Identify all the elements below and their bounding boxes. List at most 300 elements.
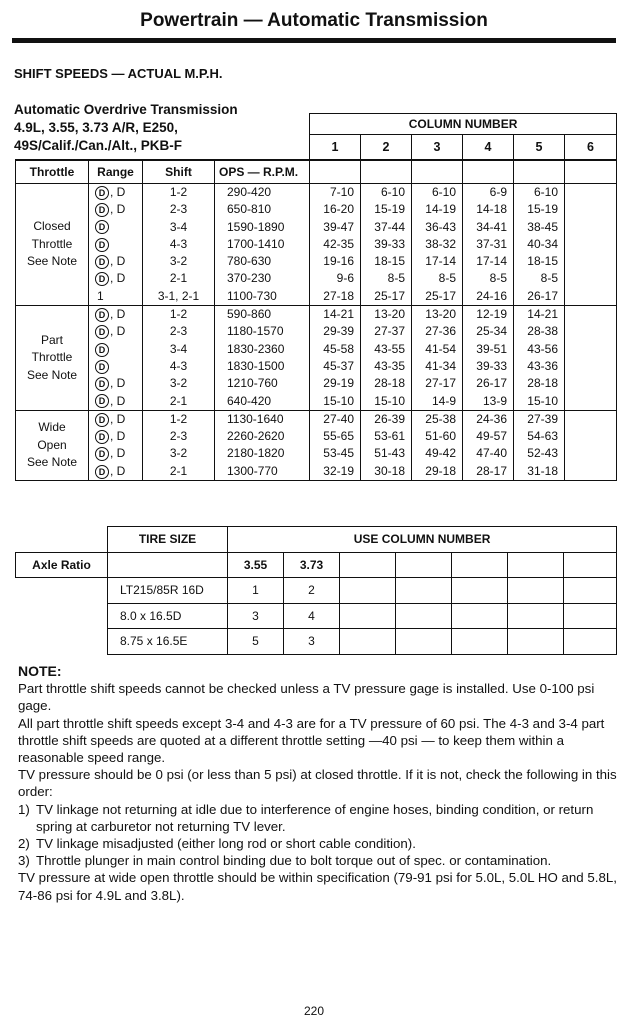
column-1-speeds — [310, 410, 361, 480]
mph-value: 14-9 — [431, 393, 456, 408]
speed-stack — [361, 184, 411, 305]
mph-value: 54-63 — [527, 429, 558, 444]
speed-stack — [514, 306, 564, 410]
speed-stack — [310, 411, 360, 480]
column-number-value: 4 — [284, 603, 340, 629]
ops-rpm-value: 780-630 — [227, 254, 272, 269]
column-number-value: 3 — [228, 603, 284, 629]
empty-cell — [564, 603, 617, 629]
empty-cell — [564, 552, 617, 578]
mph-value: 15-10 — [323, 393, 354, 408]
list-text: TV linkage not returning at idle due to interference of engine hoses, binding condition, or return spring at carburetor not returning TV lever. — [36, 801, 594, 834]
throttle-label: Open — [37, 437, 67, 452]
range-header: Range — [89, 160, 143, 184]
empty-cell — [340, 603, 396, 629]
speed-stack — [463, 306, 513, 410]
mph-value: 40-34 — [527, 236, 558, 251]
range-value — [95, 375, 142, 392]
shift-column — [143, 184, 215, 306]
range-value — [95, 445, 142, 462]
column-number-value: 1 — [228, 578, 284, 604]
mph-value: 38-32 — [425, 236, 456, 251]
mph-value — [565, 393, 610, 410]
throttle-group-row — [16, 184, 617, 306]
page-title: Powertrain — Automatic Transmission — [140, 10, 488, 31]
mph-value: 6-9 — [489, 185, 507, 199]
ops-column — [215, 306, 310, 411]
speed-stack — [463, 184, 513, 305]
speed-stack — [310, 306, 360, 410]
mph-value: 51-60 — [425, 429, 456, 444]
note-list-item — [18, 835, 618, 852]
range-text: , D — [110, 324, 126, 339]
range-value — [95, 393, 142, 410]
mph-value: 8-5 — [540, 271, 558, 286]
range-value — [95, 219, 142, 236]
shift-value: 2-1 — [169, 393, 188, 408]
mph-value: 6-10 — [431, 185, 456, 199]
ops-stack — [215, 411, 309, 480]
column-5-speeds — [514, 306, 565, 411]
blank-cell — [16, 603, 108, 629]
use-column-heading: USE COLUMN NUMBER — [228, 527, 617, 553]
shift-value: 1-2 — [169, 185, 188, 199]
throttle-header: Throttle — [16, 160, 89, 184]
column-3-speeds — [412, 184, 463, 306]
range-value — [95, 323, 142, 340]
mph-value: 38-45 — [527, 219, 558, 234]
mph-value: 43-35 — [374, 358, 405, 373]
column-number: 4 — [463, 135, 514, 161]
mph-value: 39-33 — [374, 236, 405, 251]
note-closing: TV pressure at wide open throttle should be within specification (79-91 psi for 5.0L, 5.0L HO and 5.8L, 74-86 psi for 4.9L and 3.8L). — [18, 870, 617, 903]
mph-value: 28-38 — [527, 324, 558, 339]
mph-value: 27-17 — [425, 376, 456, 391]
mph-value: 34-41 — [476, 219, 507, 234]
overdrive-symbol: D — [95, 430, 109, 444]
ops-rpm-value: 2260-2620 — [227, 429, 285, 444]
mph-value: 36-43 — [425, 219, 456, 234]
range-value — [95, 270, 142, 287]
ops-column — [215, 410, 310, 480]
column-number-value: 3 — [284, 629, 340, 655]
title-rule — [12, 38, 616, 43]
mph-value: 14-18 — [476, 202, 507, 217]
range-value — [95, 463, 142, 480]
header-blank-cell — [565, 160, 617, 184]
mph-value: 41-54 — [425, 341, 456, 356]
range-value — [95, 358, 142, 375]
speed-stack — [463, 411, 513, 480]
column-6-speeds — [565, 306, 617, 411]
blank-cell — [16, 527, 108, 553]
mph-value: 52-43 — [527, 446, 558, 461]
mph-value: 53-45 — [323, 446, 354, 461]
column-4-speeds — [463, 184, 514, 306]
transmission-line: 4.9L, 3.55, 3.73 A/R, E250, — [14, 120, 178, 135]
transmission-line: 49S/Calif./Can./Alt., PKB-F — [14, 138, 183, 153]
mph-value — [565, 270, 610, 287]
column-number: 3 — [412, 135, 463, 161]
mph-value: 26-17 — [476, 376, 507, 391]
ops-rpm-value: 370-230 — [227, 271, 272, 286]
mph-value: 27-18 — [323, 288, 354, 303]
throttle-group-row — [16, 306, 617, 411]
shift-stack — [143, 184, 214, 305]
mph-value — [565, 253, 610, 270]
shift-value: 3-2 — [169, 376, 188, 391]
range-column — [89, 306, 143, 411]
mph-value: 15-19 — [527, 202, 558, 217]
mph-value: 12-19 — [476, 307, 507, 322]
empty-cell — [508, 552, 564, 578]
empty-cell — [340, 552, 396, 578]
shift-value: 2-3 — [169, 429, 188, 444]
throttle-label: Part — [40, 332, 63, 347]
column-6-speeds — [565, 410, 617, 480]
range-text: , D — [110, 393, 126, 408]
overdrive-symbol: D — [95, 413, 109, 427]
range-value — [95, 201, 142, 218]
ops-rpm-value: 1130-1640 — [227, 411, 284, 426]
overdrive-symbol: D — [95, 220, 109, 234]
mph-value: 25-38 — [425, 411, 456, 426]
overdrive-symbol: D — [95, 238, 109, 252]
transmission-line: Automatic Overdrive Transmission — [14, 102, 238, 117]
overdrive-symbol: D — [95, 272, 109, 286]
throttle-label: See Note — [26, 455, 78, 470]
column-2-speeds — [361, 410, 412, 480]
mph-value — [565, 201, 610, 218]
empty-cell — [396, 552, 452, 578]
column-3-speeds — [412, 410, 463, 480]
throttle-label: See Note — [26, 367, 78, 382]
mph-value: 26-39 — [374, 411, 405, 426]
mph-value: 27-40 — [323, 411, 354, 426]
mph-value: 7-10 — [329, 185, 354, 199]
mph-value — [565, 219, 610, 236]
mph-value: 15-10 — [527, 393, 558, 408]
empty-cell — [396, 578, 452, 604]
shift-value: 2-1 — [169, 463, 188, 478]
shift-value: 2-3 — [169, 202, 188, 217]
empty-cell — [452, 629, 508, 655]
mph-value: 8-5 — [438, 271, 456, 286]
mph-value — [565, 236, 610, 253]
blank-cell — [16, 629, 108, 655]
speed-stack — [565, 306, 616, 410]
empty-cell — [396, 629, 452, 655]
shift-value: 4-3 — [169, 236, 188, 251]
mph-value: 25-34 — [476, 324, 507, 339]
throttle-label: Closed — [33, 219, 71, 234]
ops-rpm-value: 290-420 — [227, 185, 272, 199]
tire-size-heading: TIRE SIZE — [108, 527, 228, 553]
overdrive-symbol: D — [95, 447, 109, 461]
mph-value: 47-40 — [476, 446, 507, 461]
tire-size-row — [16, 629, 617, 655]
shift-value: 1-2 — [169, 411, 188, 426]
note-block — [18, 663, 618, 904]
mph-value: 13-20 — [425, 307, 456, 322]
tire-size: 8.0 x 16.5D — [108, 603, 228, 629]
shift-value: 3-2 — [169, 254, 188, 269]
mph-value: 25-17 — [425, 288, 456, 303]
mph-value: 28-18 — [374, 376, 405, 391]
note-title: NOTE: — [18, 663, 62, 679]
range-value — [95, 236, 142, 253]
mph-value: 49-57 — [476, 429, 507, 444]
mph-value: 25-17 — [374, 288, 405, 303]
ops-rpm-value: 1300-770 — [227, 463, 278, 478]
tire-size: LT215/85R 16D — [108, 578, 228, 604]
shift-value: 2-1 — [169, 271, 188, 286]
mph-value: 13-9 — [482, 393, 507, 408]
header-blank-cell — [412, 160, 463, 184]
mph-value: 18-15 — [374, 254, 405, 269]
empty-cell — [564, 578, 617, 604]
overdrive-symbol: D — [95, 360, 109, 374]
mph-value: 6-10 — [380, 185, 405, 199]
axle-ratio-table — [15, 526, 617, 655]
mph-value: 24-36 — [476, 411, 507, 426]
range-value — [95, 253, 142, 270]
section-heading: SHIFT SPEEDS — ACTUAL M.P.H. — [14, 66, 223, 81]
speed-stack — [565, 184, 616, 305]
range-text: , D — [110, 429, 126, 444]
throttle-condition — [16, 184, 89, 306]
mph-value: 37-44 — [374, 219, 405, 234]
mph-value: 28-18 — [527, 376, 558, 391]
header-blank-cell — [514, 160, 565, 184]
header-blank-cell — [463, 160, 514, 184]
ops-stack — [215, 184, 309, 305]
overdrive-symbol: D — [95, 203, 109, 217]
speed-stack — [361, 306, 411, 410]
note-list-item — [18, 852, 618, 869]
speed-stack — [412, 306, 462, 410]
speed-stack — [412, 411, 462, 480]
mph-value: 26-17 — [527, 288, 558, 303]
range-value — [95, 411, 142, 428]
ops-stack — [215, 306, 309, 410]
axle-ratio-value: 3.73 — [284, 552, 340, 578]
axle-ratio-row — [16, 552, 617, 578]
tire-size-row — [16, 603, 617, 629]
mph-value — [565, 463, 610, 480]
mph-value: 37-31 — [476, 236, 507, 251]
mph-value: 15-10 — [374, 393, 405, 408]
speed-stack — [310, 184, 360, 305]
list-number: 3) — [18, 853, 30, 869]
throttle-condition — [16, 410, 89, 480]
shift-value: 3-1, 2-1 — [157, 288, 200, 303]
ops-rpm-value: 640-420 — [227, 393, 272, 408]
ops-rpm-value: 590-860 — [227, 307, 272, 322]
overdrive-symbol: D — [95, 255, 109, 269]
mph-value: 53-61 — [374, 429, 405, 444]
column-number-value: 2 — [284, 578, 340, 604]
throttle-condition — [16, 306, 89, 411]
column-1-speeds — [310, 184, 361, 306]
shift-value: 3-2 — [169, 446, 188, 461]
overdrive-symbol: D — [95, 186, 109, 200]
axle-ratio-label: Axle Ratio — [16, 552, 108, 578]
ops-rpm-value: 1830-1500 — [227, 358, 285, 373]
mph-value — [565, 306, 610, 323]
shift-value: 2-3 — [169, 324, 188, 339]
shift-stack — [143, 411, 214, 480]
empty-cell — [564, 629, 617, 655]
mph-value: 16-20 — [323, 202, 354, 217]
ops-rpm-header: OPS — R.P.M. — [215, 160, 310, 184]
shift-stack — [143, 306, 214, 410]
ops-rpm-value: 1700-1410 — [227, 236, 285, 251]
shift-column — [143, 410, 215, 480]
mph-value: 13-20 — [374, 307, 405, 322]
mph-value: 17-14 — [425, 254, 456, 269]
tire-size: 8.75 x 16.5E — [108, 629, 228, 655]
speed-stack — [565, 411, 616, 480]
ops-rpm-value: 1180-1570 — [227, 324, 284, 339]
throttle-label: See Note — [26, 254, 78, 269]
ops-rpm-value: 650-810 — [227, 202, 272, 217]
speed-stack — [514, 184, 564, 305]
empty-cell — [452, 578, 508, 604]
mph-value: 17-14 — [476, 254, 507, 269]
range-text: , D — [110, 446, 126, 461]
mph-value: 29-39 — [323, 324, 354, 339]
range-text: 1 — [97, 288, 104, 303]
ops-rpm-value: 1100-730 — [227, 288, 277, 303]
column-2-speeds — [361, 306, 412, 411]
mph-value: 55-65 — [323, 429, 354, 444]
tire-size-row — [16, 578, 617, 604]
mph-value: 41-34 — [425, 358, 456, 373]
column-number: 6 — [565, 135, 617, 161]
range-column — [89, 410, 143, 480]
note-paragraph: Part throttle shift speeds cannot be checked unless a TV pressure gage is installed. Use 0-100 psi gage. — [18, 681, 595, 714]
list-text: Throttle plunger in main control binding due to bolt torque out of spec. or contamination. — [36, 853, 552, 869]
list-number: 1) — [18, 801, 30, 817]
header-blank-cell — [361, 160, 412, 184]
note-checklist — [18, 801, 618, 870]
overdrive-symbol: D — [95, 308, 109, 322]
mph-value: 43-55 — [374, 341, 405, 356]
column-4-speeds — [463, 306, 514, 411]
range-text: , D — [110, 185, 126, 199]
mph-value: 27-37 — [374, 324, 405, 339]
mph-value — [565, 323, 610, 340]
ops-rpm-value: 1210-760 — [227, 376, 278, 391]
empty-cell — [508, 603, 564, 629]
column-6-speeds — [565, 184, 617, 306]
mph-value: 15-19 — [374, 202, 405, 217]
ops-rpm-value: 2180-1820 — [227, 446, 285, 461]
range-value — [95, 306, 142, 323]
mph-value: 45-58 — [323, 341, 354, 356]
empty-cell — [452, 552, 508, 578]
mph-value: 14-19 — [425, 202, 456, 217]
mph-value: 43-36 — [527, 358, 558, 373]
shift-value: 1-2 — [169, 307, 188, 322]
mph-value: 9-6 — [336, 271, 354, 286]
range-text: , D — [110, 254, 126, 269]
mph-value: 39-47 — [323, 219, 354, 234]
header-row — [16, 160, 617, 184]
speed-stack — [361, 411, 411, 480]
list-text: TV linkage misadjusted (either long rod or short cable condition). — [36, 836, 416, 852]
speed-stack — [412, 184, 462, 305]
mph-value — [565, 288, 610, 305]
ops-column — [215, 184, 310, 306]
mph-value — [565, 411, 610, 428]
axle-heading-row — [16, 527, 617, 553]
shift-column — [143, 306, 215, 411]
column-number: 5 — [514, 135, 565, 161]
mph-value: 14-21 — [323, 307, 354, 322]
mph-value — [565, 445, 610, 462]
mph-value — [565, 341, 610, 358]
empty-cell — [452, 603, 508, 629]
mph-value: 39-33 — [476, 358, 507, 373]
column-number-value: 5 — [228, 629, 284, 655]
empty-cell — [108, 552, 228, 578]
mph-value: 28-17 — [476, 463, 507, 478]
mph-value — [565, 428, 610, 445]
overdrive-symbol: D — [95, 377, 109, 391]
mph-value — [565, 184, 610, 201]
ops-rpm-value: 1590-1890 — [227, 219, 285, 234]
mph-value: 6-10 — [533, 185, 558, 199]
mph-value: 14-21 — [527, 307, 558, 322]
mph-value: 45-37 — [323, 358, 354, 373]
throttle-label: Throttle — [31, 350, 73, 365]
column-3-speeds — [412, 306, 463, 411]
page-number: 220 — [303, 1004, 325, 1018]
throttle-label: Wide — [38, 420, 66, 435]
range-text: , D — [110, 411, 126, 426]
empty-cell — [340, 578, 396, 604]
range-stack — [89, 411, 142, 480]
overdrive-symbol: D — [95, 325, 109, 339]
mph-value: 18-15 — [527, 254, 558, 269]
mph-value: 29-18 — [425, 463, 456, 478]
header-blank-cell — [310, 160, 361, 184]
shift-speed-table — [15, 113, 617, 481]
column-number-heading: COLUMN NUMBER — [310, 114, 617, 135]
note-paragraph: TV pressure should be 0 psi (or less than 5 psi) at closed throttle. If it is not, check the following in this order: — [18, 767, 617, 800]
mph-value: 31-18 — [527, 463, 558, 478]
transmission-description — [14, 101, 238, 155]
mph-value: 27-39 — [527, 411, 558, 426]
empty-cell — [508, 578, 564, 604]
mph-value: 8-5 — [489, 271, 507, 286]
overdrive-symbol: D — [95, 343, 109, 357]
overdrive-symbol: D — [95, 394, 109, 408]
mph-value: 24-16 — [476, 288, 507, 303]
empty-cell — [396, 603, 452, 629]
shift-header: Shift — [143, 160, 215, 184]
range-column — [89, 184, 143, 306]
mph-value: 30-18 — [374, 463, 405, 478]
empty-cell — [508, 629, 564, 655]
range-text: , D — [110, 202, 126, 217]
mph-value: 27-36 — [425, 324, 456, 339]
note-list-item — [18, 801, 618, 835]
range-text: , D — [110, 463, 126, 478]
throttle-group-row — [16, 410, 617, 480]
